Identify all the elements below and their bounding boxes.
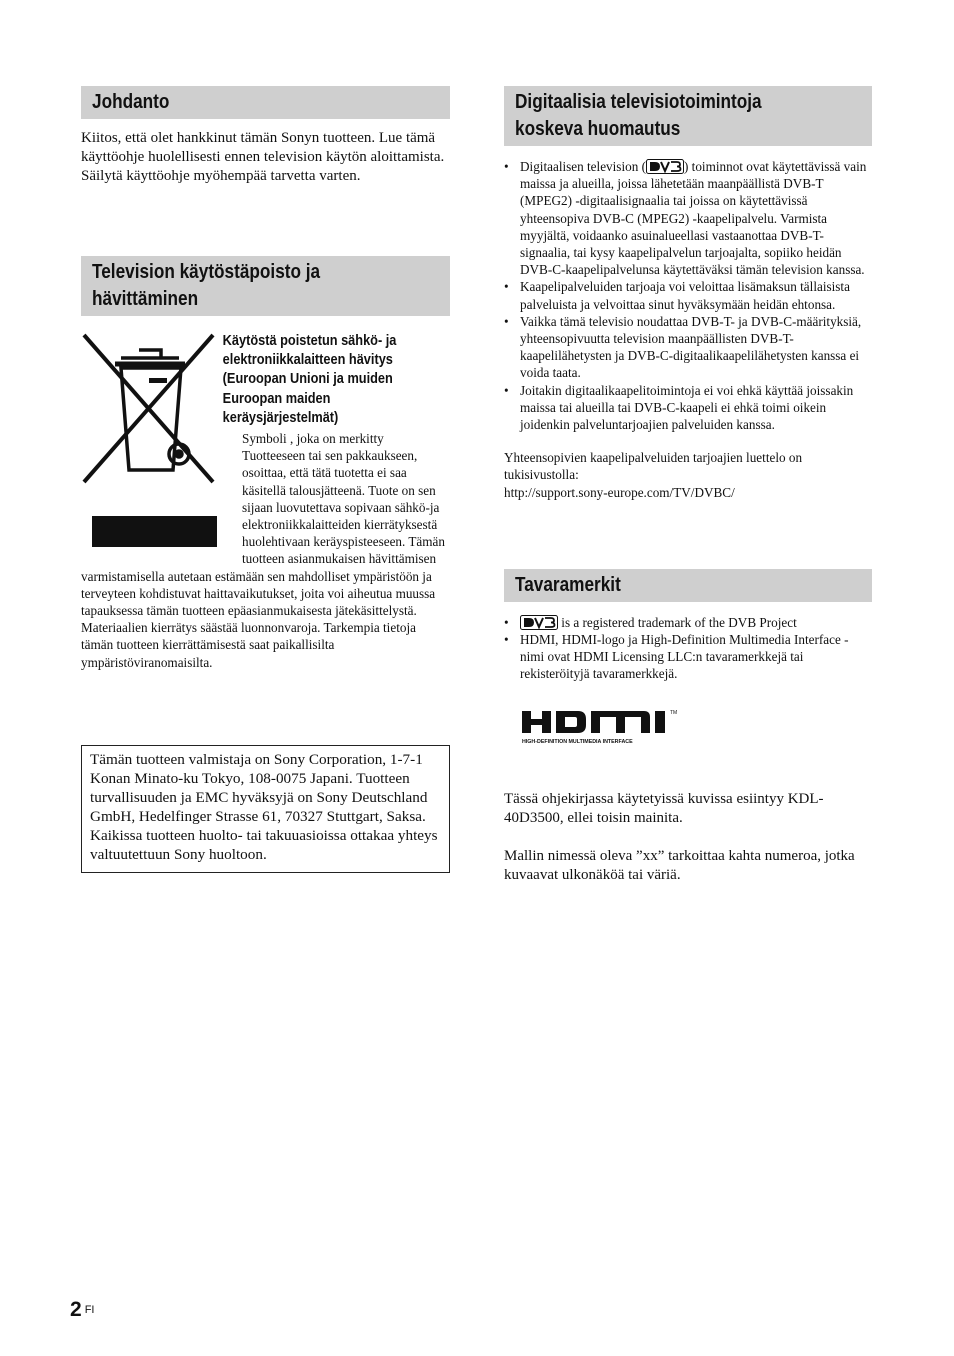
trademarks-heading: Tavaramerkit xyxy=(504,569,872,602)
cable-list-intro: Yhteensopivien kaapelipalveluiden tarjoajien luettelo on tukisivustolla: xyxy=(504,450,803,483)
list-item: • Vaikka tämä televisio noudattaa DVB-T- ja DVB-C-määrityksiä, yhteensopivuutta television maanpäällisten DVB-T-kaapelilähetysten ja DVB-C-digitaalikaapelilähetysten kanssa ei voida taata. xyxy=(504,313,872,382)
digital-heading: Digitaalisia televisiotoimintoja koskeva huomautus xyxy=(504,86,872,146)
dvb-logo-icon xyxy=(646,159,684,174)
weee-section xyxy=(81,332,450,671)
hdmi-logo-icon xyxy=(520,705,690,749)
intro-text: Kiitos, että olet hankkinut tämän Sonyn tuotteen. Lue tämä käyttöohje huolellisesti ennen television käytön aloittamista. Säilytä käyttöohje myöhempää tarvetta varten. xyxy=(81,130,445,184)
list-item: • Kaapelipalveluiden tarjoaja voi veloittaa lisämaksun tällaisista palveluista ja velvoittaa sinut hyväksymään heidän ehtonsa. xyxy=(504,278,872,312)
weee-black-bar xyxy=(92,516,217,547)
trademark-bullets xyxy=(504,614,872,683)
left-column xyxy=(81,86,450,873)
digital-bullets xyxy=(504,158,872,433)
manufacturer-text: Tämän tuotteen valmistaja on Sony Corporation, 1-7-1 Konan Minato-ku Tokyo, 108-0075 Japani. Tuotteen turvallisuuden ja EMC hyväksyjä on Sony Deutschland GmbH, Hedelfinger Strasse 61, 70327 Stuttgart, Saksa. Kaikissa tuotteen huolto- tai takuuasioissa ottakaa yhteys valtuutettuun Sony huoltoon. xyxy=(90,750,438,863)
hdmi-tagline: HIGH-DEFINITION MULTIMEDIA INTERFACE xyxy=(522,738,633,745)
disposal-heading: Television käytöstäpoisto ja hävittäminen xyxy=(81,256,450,316)
list-item: • HDMI, HDMI-logo ja High-Definition Multimedia Interface -nimi ovat HDMI Licensing LLC:n tavaramerkkejä tai rekisteröityjä tavaramerkkejä. xyxy=(504,631,872,683)
weee-title: Käytöstä poistetun sähkö- ja elektroniikkalaitteen hävitys (Euroopan Unioni ja muiden Euroopan maiden keräysjärjestelmät) xyxy=(222,333,397,426)
list-item: • Digitaalisen television ( ) toiminnot ovat käytettävissä vain maissa ja alueilla, joissa lähetetään maanpäällistä DVB-T (MPEG2) -digitaalisignaalia tai joissa on käytettävissä yhteensopiva DVB-C (MPEG2) -kaapelipalvelu. Varmista myyjältä, voidaanko asuinalueellasi vastaanottaa DVB-T-signaalia, tai kysy kaapelipalvelun tarjoajalta, sopiiko heidän DVB-C-kaapelipalvelunsa käytettäväksi tämän television kanssa. xyxy=(504,158,872,278)
weee-text: Symboli , joka on merkitty Tuotteeseen tai sen pakkaukseen, osoittaa, että tätä tuotetta ei saa käsitellä talousjätteenä. Tuote on sen sijaan luovutettava sopivaan sähkö-ja elektroniikkalaitteiden kierrätyksestä huolehtivaan keräyspisteeseen. Tämän tuotteen asianmukaisen hävittämisen varmistamisella autetaan estämään sen mahdolliset ympäristöön ja terveyteen kohdistuvat haittavaikutukset, joita voi aiheutua muussa tapauksessa tämän tuotteen epäasianmukaisesta jätekäsittelystä. Materiaalien kierrätys säästää luonnonvaroja. Tarkempia tietoja tämän tuotteen kierrättämisestä saat paikallisilta ympäristöviranomaisilta. xyxy=(81,431,445,670)
list-item: • is a registered trademark of the DVB Project xyxy=(504,614,872,631)
intro-heading: Johdanto xyxy=(81,86,450,119)
page-number: 2 FI xyxy=(70,1298,95,1321)
list-item: • Joitakin digitaalikaapelitoimintoja ei voi ehkä käyttää joissakin maissa tai alueilla tai DVB-C-kaapeli ei ehkä toimi oikein joidenkin palveluntarjoajien palveluiden kanssa. xyxy=(504,382,872,434)
model-note: Tässä ohjekirjassa käytetyissä kuvissa esiintyy KDL-40D3500, ellei toisin mainita. xyxy=(504,790,824,826)
xx-note: Mallin nimessä oleva ”xx” tarkoittaa kahta numeroa, jotka kuvaavat ulkonäköä tai väriä. xyxy=(504,847,855,883)
hdmi-tm: TM xyxy=(670,709,678,716)
manufacturer-box xyxy=(81,745,450,873)
dvb-logo-icon xyxy=(520,615,558,630)
right-column xyxy=(504,86,872,885)
support-url[interactable]: http://support.sony-europe.com/TV/DVBC/ xyxy=(504,484,735,500)
